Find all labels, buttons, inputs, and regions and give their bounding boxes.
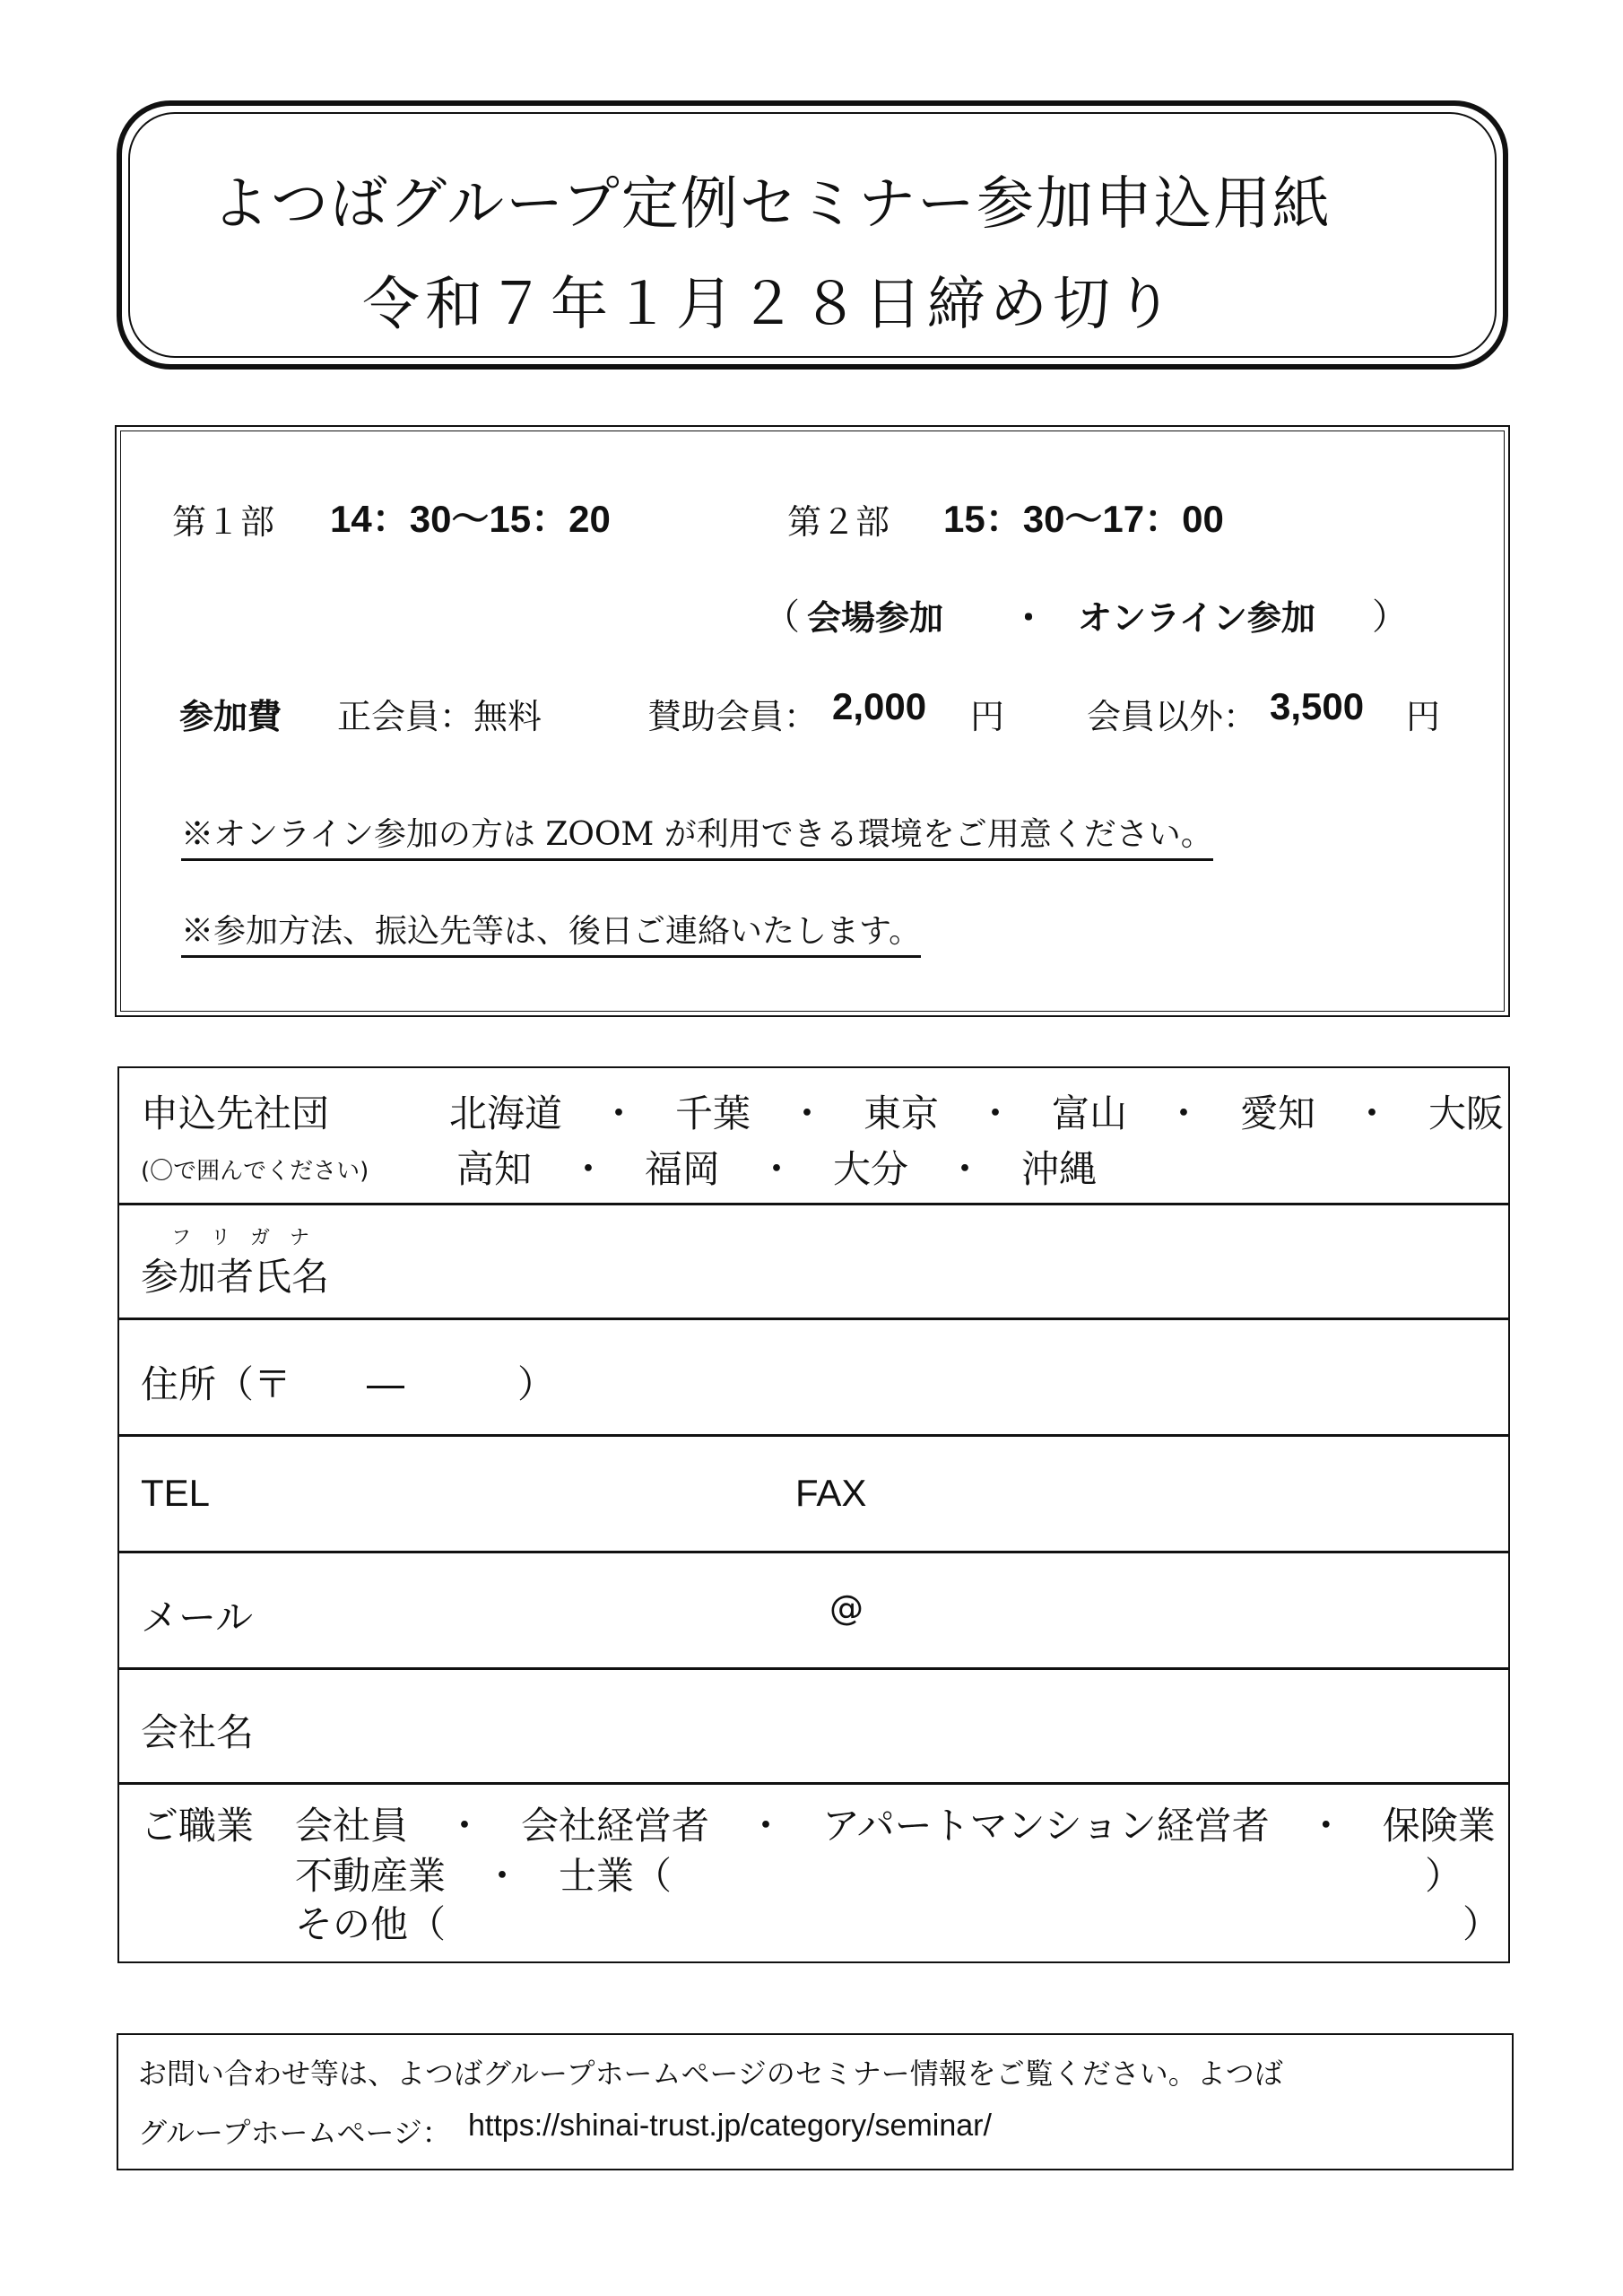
org-label: 申込先社団 [141,1091,330,1135]
name-label: 参加者氏名 [141,1255,330,1299]
contact-box [117,2033,1514,2170]
occupation-options-line2[interactable]: 不動産業 ・ 士業（ ） [295,1854,1463,1898]
page-title: よつばグループ定例セミナー参加申込用紙 [212,171,1332,238]
title-box [117,100,1508,370]
mode-separator: ・ [1011,598,1046,638]
mode-online: オンライン参加 [1078,598,1315,638]
part1-label: 第１部 [172,502,275,542]
fee-support-unit: 円 [970,697,1005,736]
name-row[interactable] [119,1205,1508,1318]
part1-time: 14：30～15：20 [330,498,611,540]
note-payment: ※参加方法、振込先等は、後日ご連絡いたします。 [181,906,921,958]
fax-label: FAX [795,1472,867,1514]
deadline-text: 令和７年１月２８日締め切り [362,272,1178,338]
part2-time: 15：30～17：00 [943,498,1224,540]
fee-other-label: 会員以外： [1087,697,1258,736]
mode-close-paren: ） [1372,596,1408,638]
note-zoom: ※オンライン参加の方は ZOOM が利用できる環境をご用意ください。 [181,809,1213,861]
part2-label: 第２部 [787,502,890,542]
fee-label: 参加費 [179,697,282,736]
fee-other-amount: 3,500 [1270,685,1365,727]
org-row [119,1068,1508,1205]
address-label: 住所（〒 ― ） [141,1362,556,1406]
application-form [117,1066,1510,1963]
contact-text: お問い合わせ等は、よつばグループホームページのセミナー情報をご覧ください。よつば [138,2057,1283,2091]
fee-support-amount: 2,000 [832,685,927,727]
homepage-label: グループホームページ： [138,2116,451,2150]
occupation-options-line3[interactable]: その他（ ） [295,1902,1501,1946]
fee-other-unit: 円 [1406,697,1441,736]
homepage-link[interactable]: https://shinai-trust.jp/category/seminar/ [468,2109,992,2143]
address-row[interactable] [119,1319,1508,1434]
tel-fax-row[interactable] [119,1436,1508,1551]
occupation-row [119,1784,1508,1963]
at-sign: @ [829,1588,864,1628]
org-options-line1[interactable]: 北海道 ・ 千葉 ・ 東京 ・ 富山 ・ 愛知 ・ 大阪 [449,1091,1505,1135]
company-label: 会社名 [141,1710,255,1754]
org-hint: (〇で囲んでください) [141,1158,369,1185]
schedule-box [115,425,1510,1017]
occupation-options-line1[interactable]: 会社員 ・ 会社経営者 ・ アパートマンション経営者 ・ 保険業 [295,1804,1496,1848]
email-row[interactable] [119,1552,1508,1667]
tel-label: TEL [141,1472,211,1514]
mode-open-paren: （ [764,596,800,638]
fee-regular: 正会員：無料 [337,697,542,736]
name-furigana: フ リ ガ ナ [171,1227,310,1249]
email-label: メール [141,1596,254,1639]
org-options-line2[interactable]: 高知 ・ 福岡 ・ 大分 ・ 沖縄 [456,1147,1098,1191]
mode-venue: 会場参加 [807,598,944,638]
company-row[interactable] [119,1669,1508,1782]
fee-support-label: 賛助会員： [647,697,819,736]
occupation-label: ご職業 [141,1804,255,1848]
